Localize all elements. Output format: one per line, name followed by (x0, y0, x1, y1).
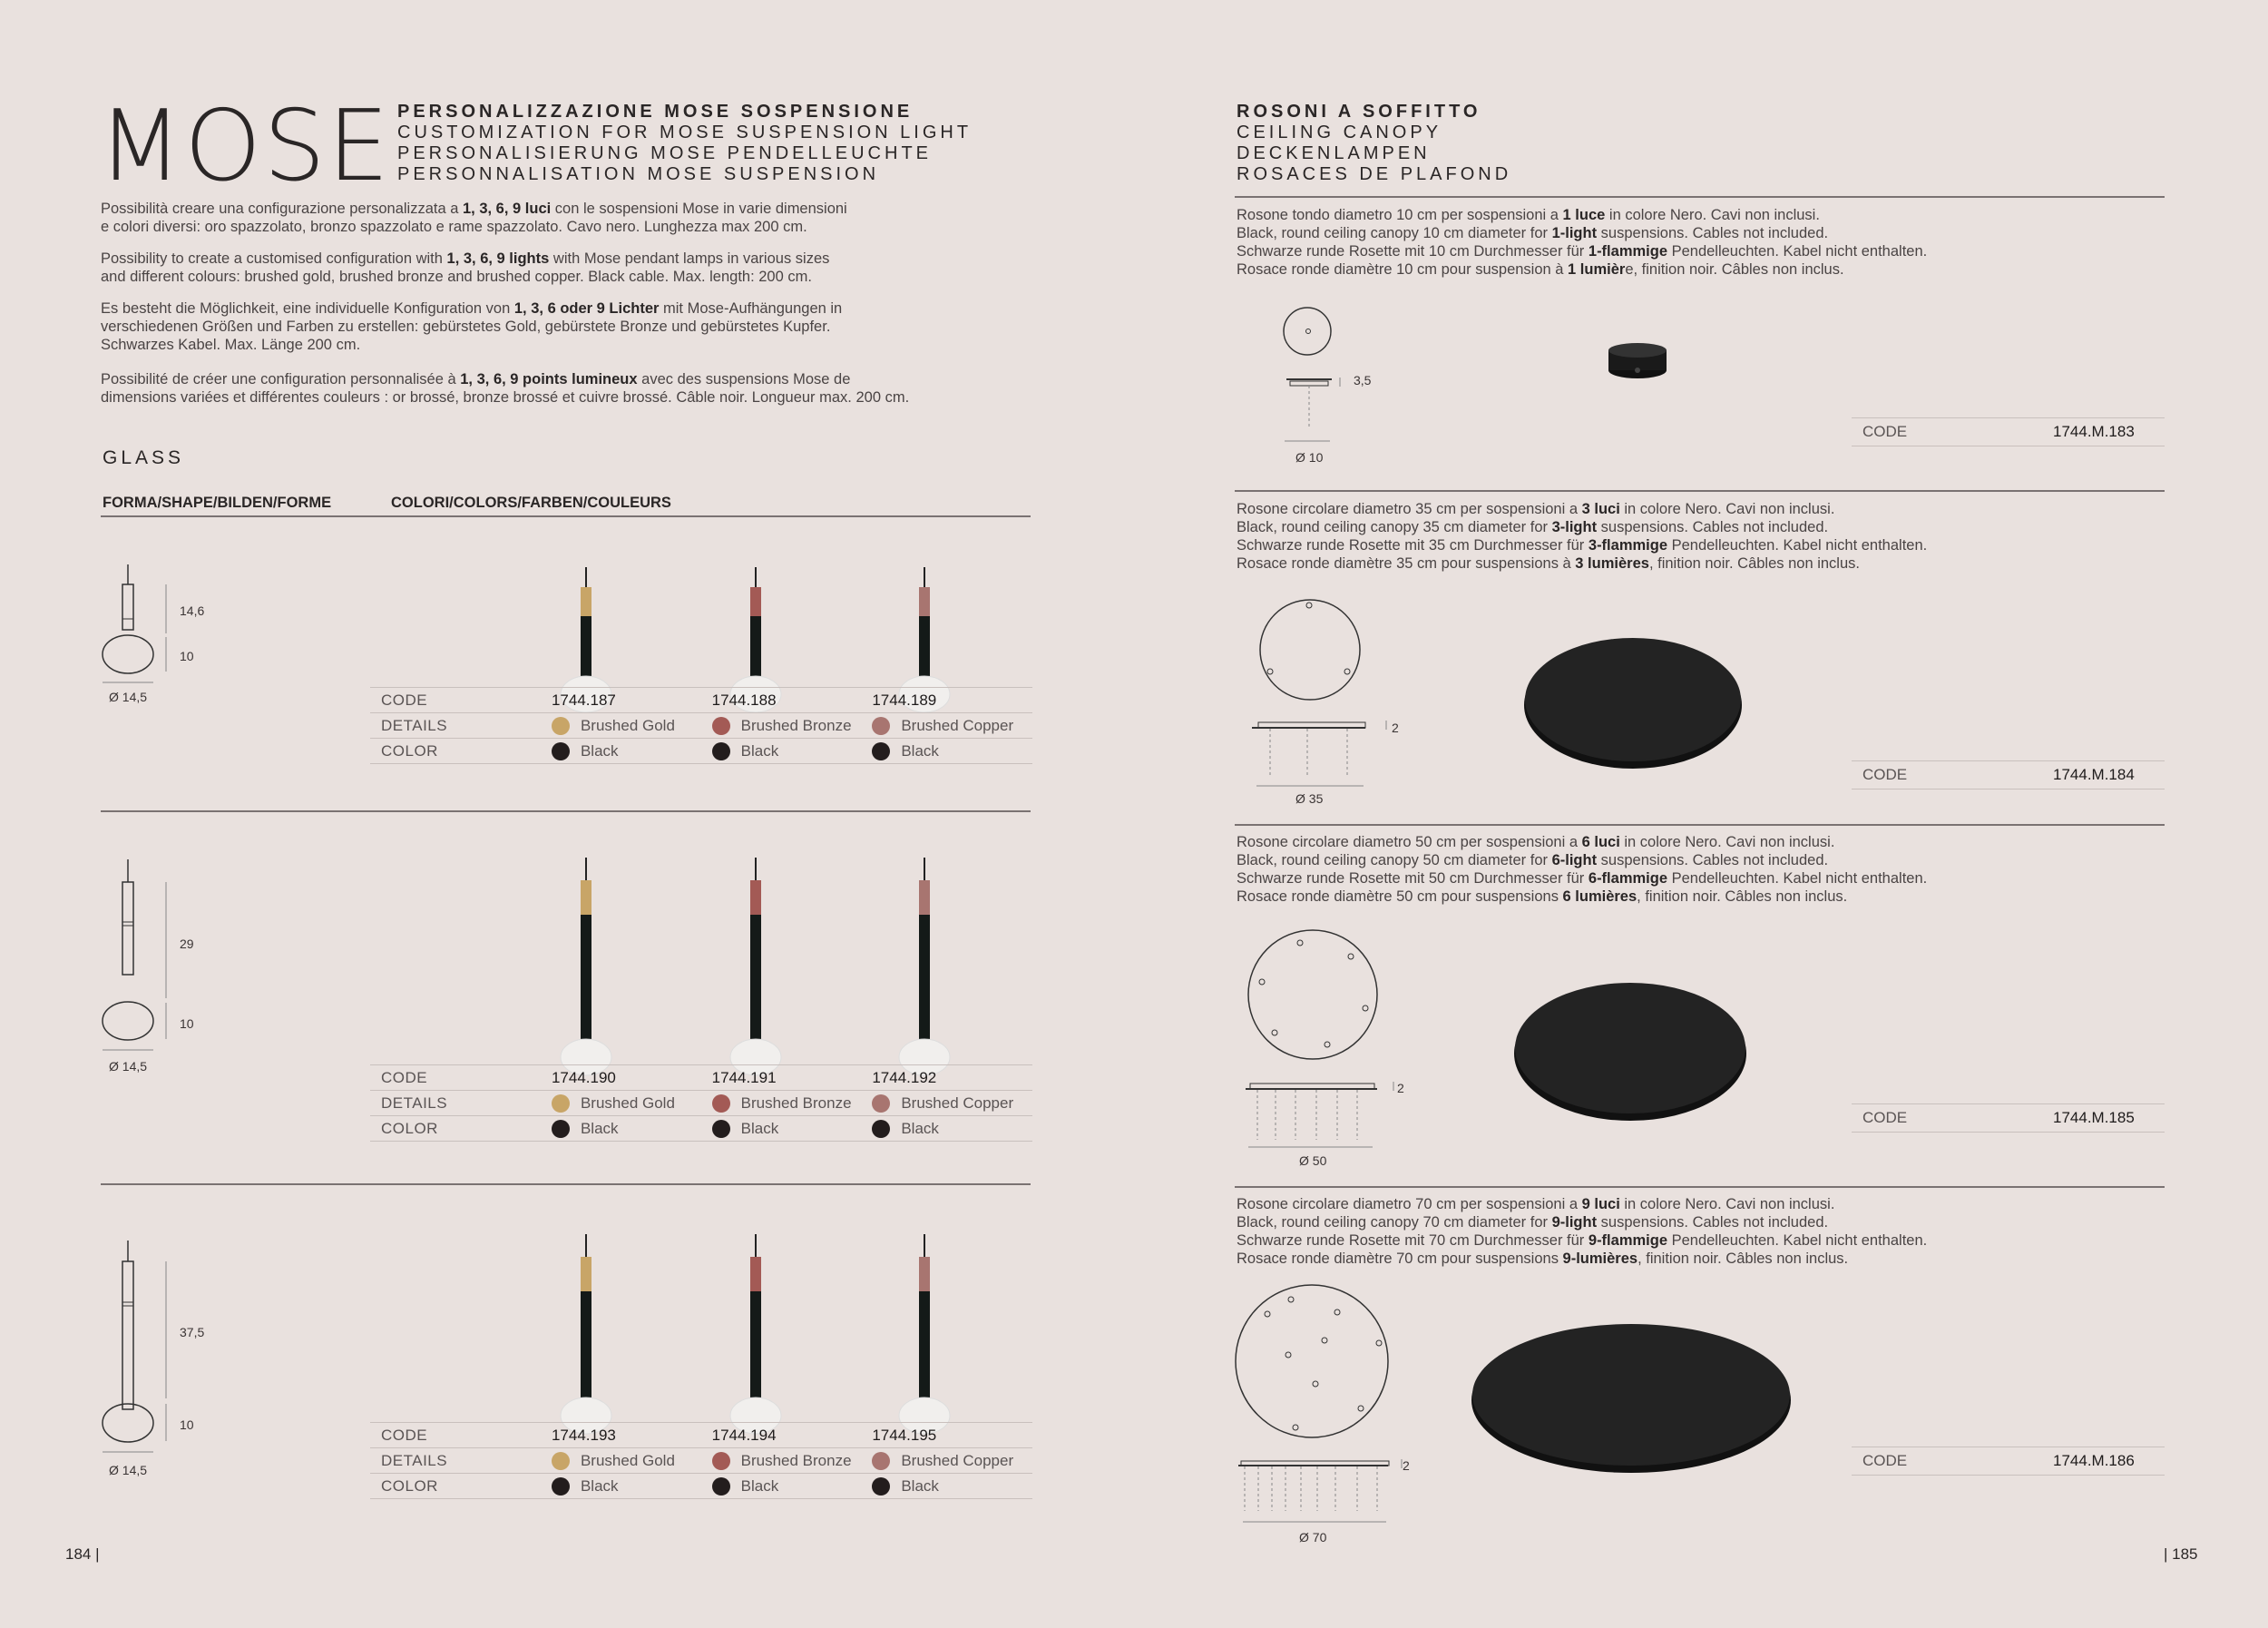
dim-height-glass: 10 (180, 1016, 194, 1031)
finish-swatch: Brushed Copper (872, 1094, 1032, 1113)
finish-swatch: Brushed Bronze (712, 1452, 873, 1470)
swatch-dot (552, 717, 570, 735)
canopy-code-row: CODE 1744.M.183 (1852, 417, 2165, 446)
swatch-dot (552, 1477, 570, 1496)
table-row-code (370, 1422, 1032, 1448)
title-de: PERSONALISIERUNG MOSE PENDELLEUCHTE (397, 143, 932, 163)
shape-drawing-2 (91, 858, 218, 1075)
canopy-code-row: CODE 1744.M.184 (1852, 760, 2165, 789)
cable-swatch: Black (552, 742, 712, 760)
canopy-drawing-50 (1243, 929, 1406, 1156)
cable-swatch: Black (712, 742, 873, 760)
table-row-color (370, 1115, 1032, 1142)
right-title-block (1237, 102, 1511, 185)
lamp-photo (893, 858, 956, 1094)
product-code: 1744.194 (711, 1427, 777, 1444)
dim-diameter: Ø 14,5 (109, 1463, 148, 1477)
swatch-dot (712, 1094, 730, 1113)
canopy-code-row: CODE 1744.M.186 (1852, 1447, 2165, 1476)
table-row-details (370, 1447, 1032, 1474)
swatch-dot (872, 1094, 890, 1113)
canopy-diameter: Ø 70 (1299, 1530, 1327, 1545)
dim-height-top: 29 (180, 937, 194, 951)
lamp-photo (724, 1234, 787, 1452)
row-label: CODE (381, 1427, 428, 1444)
cable-swatch: Black (712, 1477, 873, 1496)
finish-swatch: Brushed Copper (872, 1452, 1032, 1470)
row-divider (101, 1183, 1031, 1185)
canopy-height: 2 (1397, 1081, 1404, 1095)
cable-swatch: Black (872, 742, 1032, 760)
swatch-dot (872, 717, 890, 735)
finish-swatch: Brushed Gold (552, 1452, 712, 1470)
dim-height-top: 14,6 (180, 603, 205, 618)
canopy-photo-35 (1520, 631, 1746, 771)
swatch-dot (712, 742, 730, 760)
table-row-code (370, 687, 1032, 713)
canopy-height: 3,5 (1354, 373, 1372, 387)
canopy-photo-50 (1510, 977, 1751, 1123)
product-code: 1744.195 (872, 1427, 937, 1444)
canopy-height: 2 (1392, 721, 1399, 735)
dim-height-top: 37,5 (180, 1325, 205, 1339)
canopy-code-row: CODE 1744.M.185 (1852, 1103, 2165, 1133)
page-number-right: | 185 (2164, 1545, 2198, 1563)
lamp-photo (724, 858, 787, 1094)
left-title-block (397, 102, 972, 185)
row-divider (1235, 1186, 2165, 1188)
swatch-dot (552, 742, 570, 760)
row-divider (101, 810, 1031, 812)
canopy-diameter: Ø 35 (1295, 791, 1324, 806)
title-fr: PERSONNALISATION MOSE SUSPENSION (397, 164, 880, 184)
title-de: DECKENLAMPEN (1237, 143, 1431, 163)
canopy-drawing-10 (1270, 307, 1397, 470)
title-it: PERSONALIZZAZIONE MOSE SOSPENSIONE (397, 102, 914, 122)
row-label: COLOR (381, 1120, 438, 1137)
swatch-dot (552, 1120, 570, 1138)
section-glass: GLASS (103, 447, 185, 468)
header-divider (1235, 196, 2165, 198)
swatch-dot (712, 1120, 730, 1138)
canopy-drawing-70 (1234, 1284, 1415, 1538)
canopy-description: Rosone tondo diametro 10 cm per sospensioni a 1 luce in colore Nero. Cavi non inclusi. Black, round ceiling canopy 10 cm diameter for 1-light suspensions. Cables not included. Schwarze runde Rosette mit 10 cm Durchmesser für 1-flammige Pendelleuchten. Kabel nicht enthalten. Rosace ronde diamètre 10 cm pour suspension à 1 lumière, finition noir. Câbles non inclus. (1237, 207, 1928, 278)
table-row-color (370, 738, 1032, 764)
swatch-dot (872, 742, 890, 760)
finish-swatch: Brushed Bronze (712, 1094, 873, 1113)
product-code: 1744.192 (872, 1069, 937, 1086)
shape-drawing-1 (91, 563, 218, 708)
table-row-code (370, 1064, 1032, 1091)
table-row-details (370, 712, 1032, 739)
dim-diameter: Ø 14,5 (109, 1059, 148, 1074)
canopy-description: Rosone circolare diametro 50 cm per sospensioni a 6 luci in colore Nero. Cavi non inclusi. Black, round ceiling canopy 50 cm diameter for 6-light suspensions. Cables not included. Schwarze runde Rosette mit 50 cm Durchmesser für 6-flammige Pendelleuchten. Kabel nicht enthalten. Rosace ronde diamètre 50 cm pour suspensions 6 lumières, finition noir. Câbles non inclus. (1237, 834, 1928, 905)
header-divider (101, 515, 1031, 517)
row-label: CODE (381, 691, 428, 709)
row-label: DETAILS (381, 717, 448, 734)
product-code: 1744.190 (551, 1069, 616, 1086)
product-code: 1744.193 (551, 1427, 616, 1444)
product-code: 1744.189 (872, 691, 937, 709)
product-code: 1744.188 (711, 691, 777, 709)
dim-diameter: Ø 14,5 (109, 690, 148, 704)
col-colors-header: COLORI/COLORS/FARBEN/COULEURS (391, 495, 671, 511)
finish-swatch: Brushed Gold (552, 1094, 712, 1113)
lamp-photo (893, 1234, 956, 1452)
title-en: CUSTOMIZATION FOR MOSE SUSPENSION LIGHT (397, 123, 973, 142)
intro-en: Possibility to create a customised configuration with 1, 3, 6, 9 lights with Mose pendant lamps in various sizes and different colours: brushed gold, brushed bronze and brushed copper. Black cable. Max. length: 200 cm. (101, 250, 830, 285)
dim-height-glass: 10 (180, 649, 194, 663)
cable-swatch: Black (712, 1120, 873, 1138)
canopy-description: Rosone circolare diametro 35 cm per sospensioni a 3 luci in colore Nero. Cavi non inclusi. Black, round ceiling canopy 35 cm diameter for 3-light suspensions. Cables not included. Schwarze runde Rosette mit 35 cm Durchmesser für 3-flammige Pendelleuchten. Kabel nicht enthalten. Rosace ronde diamètre 35 cm pour suspensions à 3 lumières, finition noir. Câbles non inclus. (1237, 501, 1928, 572)
cable-swatch: Black (552, 1477, 712, 1496)
title-en: CEILING CANOPY (1237, 123, 1442, 142)
swatch-dot (712, 717, 730, 735)
canopy-height: 2 (1403, 1458, 1410, 1473)
row-divider (1235, 490, 2165, 492)
swatch-dot (552, 1094, 570, 1113)
table-bottom (370, 763, 1032, 764)
swatch-dot (712, 1452, 730, 1470)
row-label: CODE (381, 1069, 428, 1086)
col-shape-header: FORMA/SHAPE/BILDEN/FORME (103, 495, 332, 511)
row-label: COLOR (381, 1477, 438, 1495)
canopy-diameter: Ø 50 (1299, 1153, 1327, 1168)
lamp-photo (554, 858, 618, 1094)
swatch-dot (872, 1452, 890, 1470)
swatch-dot (712, 1477, 730, 1496)
cable-swatch: Black (872, 1477, 1032, 1496)
row-divider (1235, 824, 2165, 826)
product-code: 1744.191 (711, 1069, 777, 1086)
cable-swatch: Black (872, 1120, 1032, 1138)
canopy-photo-70 (1468, 1320, 1794, 1475)
table-row-color (370, 1473, 1032, 1499)
table-row-details (370, 1090, 1032, 1116)
finish-swatch: Brushed Gold (552, 717, 712, 735)
intro-fr: Possibilité de créer une configuration personnalisée à 1, 3, 6, 9 points lumineux avec des suspensions Mose de dimensions variées et différentes couleurs : or brossé, bronze brossé et cuivre brossé. Câble noir. Longueur max. 200 cm. (101, 371, 910, 406)
shape-drawing-3 (91, 1239, 218, 1475)
row-label: DETAILS (381, 1094, 448, 1112)
title-it: ROSONI A SOFFITTO (1237, 102, 1481, 122)
canopy-drawing-35 (1247, 597, 1393, 788)
finish-swatch: Brushed Copper (872, 717, 1032, 735)
swatch-dot (552, 1452, 570, 1470)
canopy-description: Rosone circolare diametro 70 cm per sospensioni a 9 luci in colore Nero. Cavi non inclusi. Black, round ceiling canopy 70 cm diameter for 9-light suspensions. Cables not included. Schwarze runde Rosette mit 70 cm Durchmesser für 9-flammige Pendelleuchten. Kabel nicht enthalten. Rosace ronde diamètre 70 cm pour suspensions 9-lumières, finition noir. Câbles non inclus. (1237, 1196, 1928, 1267)
table-bottom (370, 1141, 1032, 1142)
swatch-dot (872, 1477, 890, 1496)
canopy-diameter: Ø 10 (1295, 450, 1324, 465)
product-code: 1744.187 (551, 691, 616, 709)
table-bottom (370, 1498, 1032, 1499)
page-number-left: 184 | (65, 1545, 100, 1563)
row-label: DETAILS (381, 1452, 448, 1469)
intro-de: Es besteht die Möglichkeit, eine individuelle Konfiguration von 1, 3, 6 oder 9 Lichter mit Mose-Aufhängungen in verschiedenen Größen und Farben zu erstellen: gebürstetes Gold, gebürstete Bronze und gebürstetes Kupfer. Schwarzes Kabel. Max. Länge 200 cm. (101, 300, 843, 353)
swatch-dot (872, 1120, 890, 1138)
lamp-photo (554, 1234, 618, 1452)
finish-swatch: Brushed Bronze (712, 717, 873, 735)
brand-title: MOSE (98, 90, 391, 203)
cable-swatch: Black (552, 1120, 712, 1138)
intro-it: Possibilità creare una configurazione personalizzata a 1, 3, 6, 9 luci con le sospensioni Mose in varie dimensioni e colori diversi: oro spazzolato, bronzo spazzolato e rame spazzolato. Cavo nero. Lunghezza max 200 cm. (101, 201, 847, 235)
canopy-photo-10 (1606, 343, 1669, 397)
row-label: COLOR (381, 742, 438, 760)
title-fr: ROSACES DE PLAFOND (1237, 164, 1512, 184)
dim-height-glass: 10 (180, 1417, 194, 1432)
